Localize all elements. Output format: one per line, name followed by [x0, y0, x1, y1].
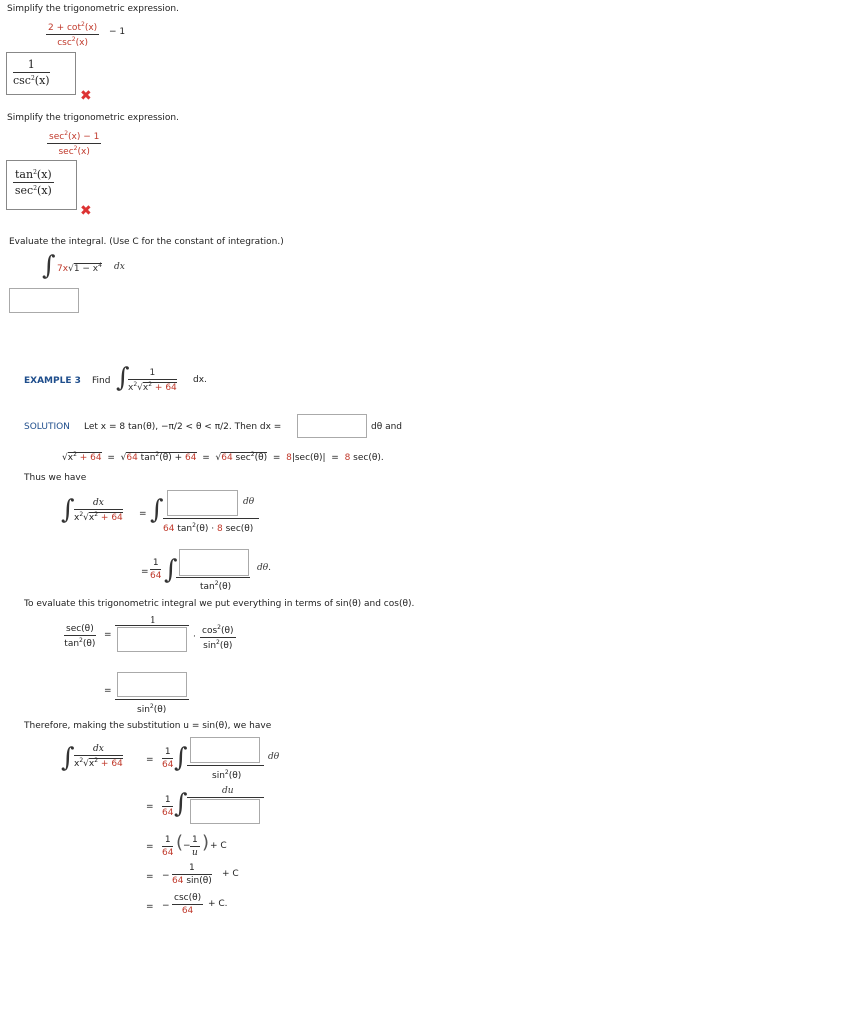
minus-sign: −	[183, 841, 191, 851]
step1-left-fraction: $\frac{dx}{x^2√x^2 + 64}$	[74, 498, 123, 523]
equals-sign: =	[104, 686, 112, 696]
du-numerator: du	[222, 786, 234, 796]
step2-denominator: $\tan^2(\theta)$	[200, 580, 232, 592]
integral-sign-icon: ∫	[61, 495, 75, 525]
q1-answer-denominator: $\csc^2(x)$	[13, 74, 50, 87]
q3-integrand: $7x√1 - x^4$	[57, 262, 102, 274]
equals-sign: =	[146, 802, 154, 812]
q2-expression: $\sec^2(x) - 1$ $\sec^2(x)$	[49, 130, 100, 157]
q1-answer-numerator: 1	[13, 58, 50, 73]
one-over-64-sin: $\frac{1}{64 \sin(\theta)}$	[172, 863, 212, 886]
step1-denominator: 64 $\tan^2(\theta) \cdot 8$ sec(θ)	[163, 522, 254, 534]
integral-sign-icon: ∫	[174, 789, 188, 819]
step2-numerator-input[interactable]	[179, 549, 249, 576]
solution-text: Let x = 8 tan(θ), −π/2 < θ < π/2. Then dx =	[84, 422, 282, 432]
q2-answer-numerator: $\tan^2(x)$	[15, 168, 52, 181]
q1-minus-one: − 1	[109, 27, 126, 37]
right-paren: )	[202, 832, 210, 853]
q1-prompt: Simplify the trigonometric expression.	[7, 4, 179, 14]
q3-answer-input[interactable]	[9, 288, 79, 313]
dtheta-and: dθ and	[371, 422, 403, 432]
sub-denominator: $\sin^2(\theta)$	[212, 769, 242, 781]
sqrt-identity-line: $√x^2 + 64 = √64$ $\tan^2(\theta) + 64 = √64$ $\sec^2(\theta) = 8|\sec(\theta)| = 8$ sec(θ).	[62, 451, 384, 463]
sec-over-tan2: sec(θ) $\tan^2(\theta)$	[64, 624, 96, 649]
one-over-64: $\frac{1}{64}$	[162, 795, 174, 818]
evaluate-text: To evaluate this trigonometric integral we put everything in terms of sin(θ) and cos(θ).	[24, 599, 415, 609]
q2-answer-denominator: $\sec^2(x)$	[14, 184, 52, 197]
integral-sign-icon: ∫	[116, 363, 130, 393]
sin2-numerator-input[interactable]	[117, 672, 187, 697]
incorrect-icon: ✖	[80, 88, 92, 104]
one-over-64: $\frac{1}{64}$	[162, 835, 174, 858]
sub-numerator-input[interactable]	[190, 737, 260, 763]
step1-dtheta: dθ	[243, 497, 255, 507]
minus-sign: −	[162, 901, 170, 911]
integral-sign-icon: ∫	[61, 743, 75, 773]
example-dx: dx.	[193, 375, 207, 385]
integral-sign-icon: ∫	[150, 495, 164, 525]
q1-answer-box	[6, 52, 76, 95]
fraction-bar	[163, 518, 259, 519]
q3-prompt: Evaluate the integral. (Use C for the constant of integration.)	[9, 237, 284, 247]
q1-expression: $2 + \cot^2(x)$ $\csc^2(x)$	[48, 21, 98, 48]
integral-sign-icon: ∫	[164, 555, 178, 585]
integral-sign-icon: ∫	[174, 743, 188, 773]
one-numerator: 1	[150, 616, 156, 626]
minus-sign: −	[162, 871, 170, 881]
plus-c: + C.	[208, 899, 228, 909]
fraction-bar	[176, 577, 250, 578]
solution-label: SOLUTION	[24, 422, 70, 432]
q2-answer-box	[6, 160, 77, 210]
plus-c: + C	[210, 841, 227, 851]
sin2-denominator: $\sin^2(\theta)$	[137, 703, 167, 715]
example-integrand: $\frac{1}{x^2√x^2 + 64}$	[128, 368, 177, 393]
step2-dtheta: dθ.	[257, 563, 272, 573]
therefore-text: Therefore, making the substitution u = sin(θ), we have	[24, 721, 272, 731]
dot-operator: ·	[193, 632, 196, 642]
fraction-bar	[115, 699, 189, 700]
cos2-over-sin2: $\frac{\cos^2(\theta)}{\sin^2(\theta)}$	[202, 624, 234, 651]
equals-sign: =	[146, 872, 154, 882]
incorrect-icon: ✖	[80, 203, 92, 219]
equals-sign: =	[146, 902, 154, 912]
fraction-bar	[187, 797, 264, 798]
one-over-64: $\frac{1}{64}$	[162, 747, 174, 770]
q2-prompt: Simplify the trigonometric expression.	[7, 113, 179, 123]
equals-sign: =	[146, 842, 154, 852]
one-over-64: $\frac{1}{64}$	[150, 558, 162, 581]
du-denominator-input[interactable]	[190, 799, 260, 824]
plus-c: + C	[222, 869, 239, 879]
sec-denominator-input[interactable]	[117, 627, 187, 652]
sub-dtheta: dθ	[268, 752, 280, 762]
step1-numerator-input[interactable]	[167, 490, 238, 516]
thus-text: Thus we have	[24, 473, 87, 483]
q3-dx: dx	[114, 262, 125, 272]
left-paren: (	[176, 832, 184, 853]
one-over-u: $\frac{1}{u}$	[191, 835, 198, 858]
sub-left-fraction: $\frac{dx}{x^2√x^2 + 64}$	[74, 744, 123, 769]
equals-sign: =	[139, 509, 147, 519]
equals-sign: =	[141, 567, 149, 577]
equals-sign: =	[146, 755, 154, 765]
example-label: EXAMPLE 3	[24, 376, 81, 386]
find-label: Find	[92, 376, 111, 386]
csc-over-64: csc(θ) 64	[174, 893, 202, 916]
fraction-bar	[115, 625, 189, 626]
dx-input[interactable]	[297, 414, 367, 438]
equals-sign: =	[104, 630, 112, 640]
fraction-bar	[187, 765, 264, 766]
integral-sign-icon: ∫	[42, 251, 56, 281]
